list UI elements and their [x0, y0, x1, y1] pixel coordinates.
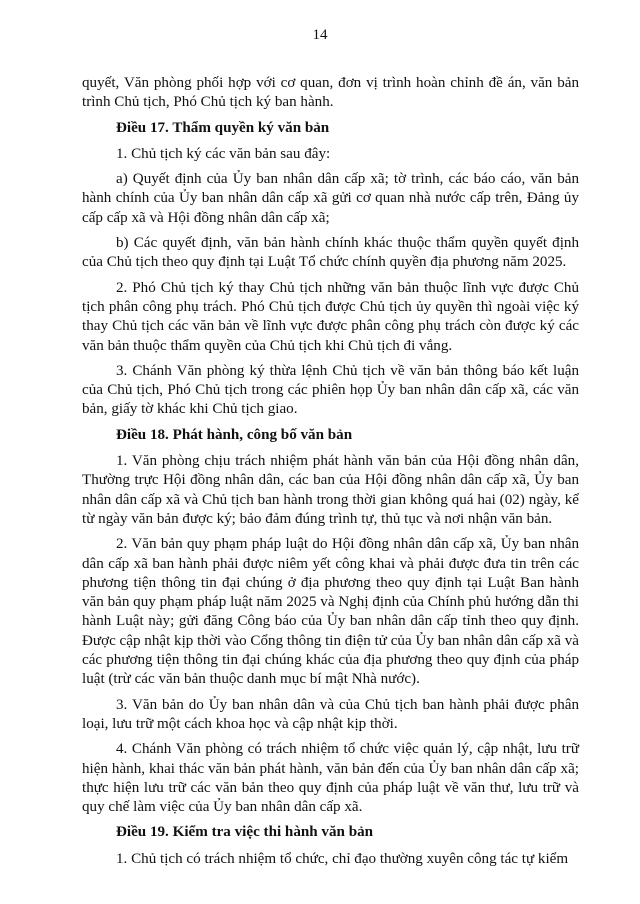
paragraph: 3. Chánh Văn phòng ký thừa lệnh Chủ tịch về văn bản thông báo kết luận của Chủ tịch, Phó Chủ tịch trong các phiên họp Ủy ban nhân dân cấp xã, các văn bản, giấy tờ khác khi Chủ tịch giao. — [82, 362, 579, 418]
article-18-heading: Điều 18. Phát hành, công bố văn bản — [116, 426, 353, 443]
paragraph: 3. Văn bản do Ủy ban nhân dân và của Chủ tịch ban hành phải được phân loại, lưu trữ một cách khoa học và cập nhật kịp thời. — [82, 696, 579, 732]
paragraph: 1. Văn phòng chịu trách nhiệm phát hành văn bản của Hội đồng nhân dân, Thường trực Hội đồng nhân dân, các ban của Hội đồng nhân dân cấp xã, Ủy ban nhân dân cấp xã và Chủ tịch ban hành trong thời gian không quá hai (02) ngày, kể từ ngày văn bản được ký; bảo đảm đúng trình tự, thủ tục và nơi nhận văn bản. — [82, 453, 579, 527]
paragraph: a) Quyết định của Ủy ban nhân dân cấp xã; tờ trình, các báo cáo, văn bản hành chính của Ủy ban nhân dân cấp xã gửi cơ quan nhà nước cấp trên, Đảng ủy cấp cấp xã và Hội đồng nhân dân cấp xã; — [82, 171, 579, 226]
paragraph: 4. Chánh Văn phòng có trách nhiệm tổ chức việc quản lý, cập nhật, lưu trữ hiện hành, khai thác văn bản phát hành, văn bản đến của Ủy ban nhân dân cấp xã; thực hiện lưu trữ các văn bản theo quy định của pháp luật về văn thư, lưu trữ và quy chế làm việc của Ủy ban nhân dân cấp xã. — [82, 741, 579, 816]
paragraph: b) Các quyết định, văn bản hành chính khác thuộc thẩm quyền quyết định của Chủ tịch theo quy định tại Luật Tổ chức chính quyền địa phương năm 2025. — [82, 235, 579, 271]
page-number: 14 — [312, 27, 328, 43]
paragraph: 1. Chủ tịch có trách nhiệm tổ chức, chỉ đạo thường xuyên công tác tự kiểm — [116, 850, 569, 867]
article-19-heading: Điều 19. Kiểm tra việc thi hành văn bản — [116, 824, 374, 841]
article-17-heading: Điều 17. Thẩm quyền ký văn bản — [116, 119, 330, 136]
paragraph: 1. Chủ tịch ký các văn bản sau đây: — [116, 145, 331, 162]
document-body — [82, 74, 579, 875]
paragraph-continuation: quyết, Văn phòng phối hợp với cơ quan, đơn vị trình hoàn chỉnh đề án, văn bản trình Chủ tịch, Phó Chủ tịch ký ban hành. — [82, 75, 579, 111]
paragraph: 2. Văn bản quy phạm pháp luật do Hội đồng nhân dân cấp xã, Ủy ban nhân dân cấp xã ban hành phải được niêm yết công khai và phải được đưa tin trên các phương tiện thông tin đại chúng ở địa phương theo quy định tại Luật Ban hành văn bản quy phạm pháp luật năm 2025 và Nghị định của Chính phủ hướng dẫn thi hành Luật này; gửi đăng Công báo của Ủy ban nhân dân cấp tỉnh theo quy định. Được cập nhật kịp thời vào Cổng thông tin điện tử của Ủy ban nhân dân cấp xã và các phương tiện thông tin đại chúng khác của địa phương theo quy định của pháp luật (trừ các văn bản thuộc danh mục bí mật Nhà nước). — [82, 536, 579, 688]
paragraph: 2. Phó Chủ tịch ký thay Chủ tịch những văn bản thuộc lĩnh vực được Chủ tịch phân công phụ trách. Phó Chủ tịch được Chủ tịch ủy quyền thì ngoài việc ký thay Chủ tịch các văn bản về lĩnh vực được phân công phụ trách còn được ký các văn bản thuộc thẩm quyền của Chủ tịch khi Chủ tịch đi vắng. — [82, 279, 579, 354]
